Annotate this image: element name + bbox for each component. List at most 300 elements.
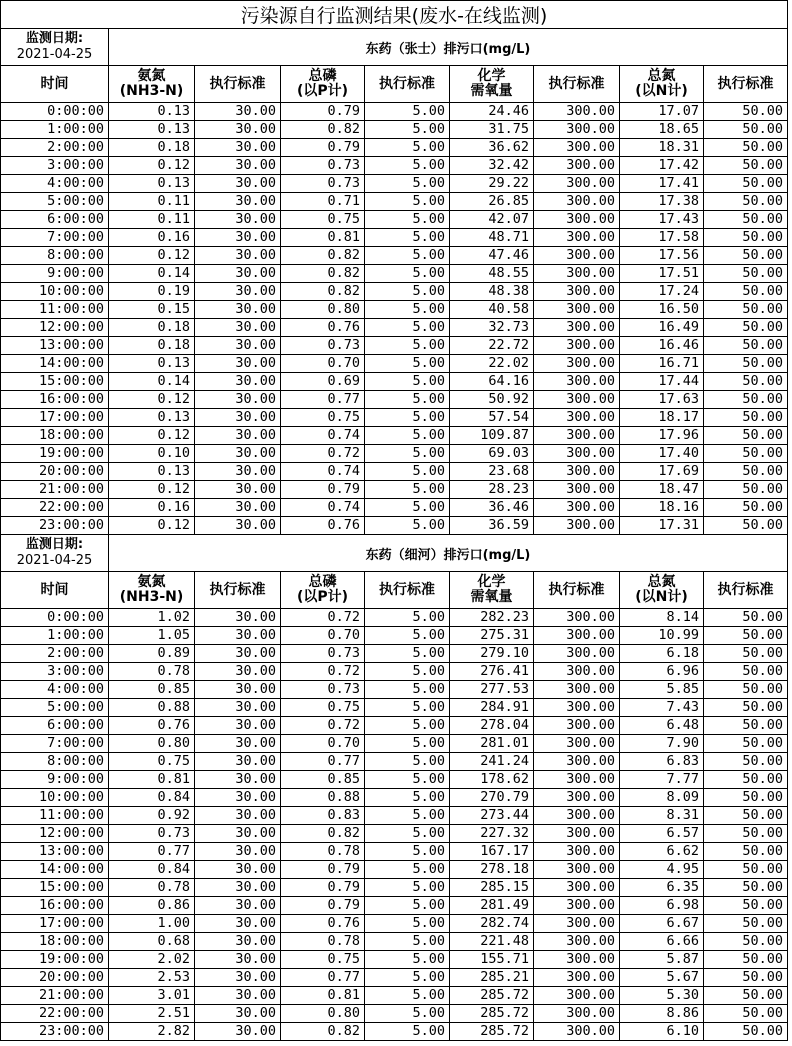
table-cell: 285.72 — [450, 1023, 534, 1041]
table-cell: 17.44 — [620, 373, 704, 391]
table-cell: 0.12 — [109, 427, 195, 445]
table-cell: 5.00 — [365, 175, 450, 193]
table-row — [1, 735, 788, 753]
table-cell: 5.00 — [365, 463, 450, 481]
table-cell: 21:00:00 — [1, 481, 109, 499]
column-header-line1: 执行标准 — [379, 581, 435, 598]
table-cell: 17.96 — [620, 427, 704, 445]
table-cell: 0.82 — [281, 283, 365, 301]
table-cell: 300.00 — [534, 211, 620, 229]
table-cell: 2.82 — [109, 1023, 195, 1041]
column-header — [704, 66, 788, 103]
table-cell: 0.73 — [281, 337, 365, 355]
table-cell: 0.80 — [281, 1005, 365, 1023]
table-cell: 178.62 — [450, 771, 534, 789]
column-header-line2: (NH3-N) — [119, 589, 184, 605]
table-cell: 50.00 — [704, 987, 788, 1005]
table-cell: 36.46 — [450, 499, 534, 517]
table-cell: 48.38 — [450, 283, 534, 301]
table-cell: 5.00 — [365, 861, 450, 879]
table-cell: 0.76 — [281, 517, 365, 535]
table-cell: 18:00:00 — [1, 933, 109, 951]
table-cell: 300.00 — [534, 807, 620, 825]
table-cell: 0.74 — [281, 427, 365, 445]
table-cell: 5.00 — [365, 681, 450, 699]
table-cell: 30.00 — [195, 319, 281, 337]
table-cell: 64.16 — [450, 373, 534, 391]
table-cell: 50.00 — [704, 157, 788, 175]
table-cell: 7:00:00 — [1, 735, 109, 753]
table-cell: 0.12 — [109, 391, 195, 409]
table-cell: 300.00 — [534, 735, 620, 753]
table-cell: 0.79 — [281, 139, 365, 157]
table-cell: 5.00 — [365, 663, 450, 681]
table-row — [1, 157, 788, 175]
table-cell: 0.73 — [281, 645, 365, 663]
date-value: 2021-04-25 — [16, 47, 93, 62]
table-cell: 0.76 — [109, 717, 195, 735]
monitoring-date-cell — [1, 535, 109, 572]
table-cell: 6.48 — [620, 717, 704, 735]
table-cell: 14:00:00 — [1, 861, 109, 879]
table-row — [1, 175, 788, 193]
table-cell: 5.00 — [365, 969, 450, 987]
column-header — [281, 572, 365, 609]
table-row — [1, 283, 788, 301]
column-header-line1: 氨氮 — [137, 574, 166, 590]
table-cell: 30.00 — [195, 987, 281, 1005]
table-cell: 8.86 — [620, 1005, 704, 1023]
table-cell: 1.05 — [109, 627, 195, 645]
table-cell: 300.00 — [534, 445, 620, 463]
table-cell: 50.00 — [704, 807, 788, 825]
table-row — [1, 969, 788, 987]
table-cell: 30.00 — [195, 121, 281, 139]
column-header — [534, 66, 620, 103]
column-header-line1: 总氮 — [647, 574, 676, 590]
table-row — [1, 933, 788, 951]
table-cell: 6.10 — [620, 1023, 704, 1041]
table-cell: 16:00:00 — [1, 897, 109, 915]
table-row — [1, 193, 788, 211]
table-cell: 300.00 — [534, 825, 620, 843]
table-cell: 50.00 — [704, 301, 788, 319]
table-cell: 1.00 — [109, 915, 195, 933]
table-cell: 0.75 — [281, 409, 365, 427]
column-header-line1: 执行标准 — [717, 75, 774, 92]
table-cell: 0.79 — [281, 861, 365, 879]
table-cell: 12:00:00 — [1, 825, 109, 843]
table-cell: 5.00 — [365, 987, 450, 1005]
table-cell: 50.00 — [704, 789, 788, 807]
table-cell: 5.00 — [365, 1023, 450, 1041]
table-cell: 20:00:00 — [1, 969, 109, 987]
table-cell: 8.14 — [620, 609, 704, 627]
table-cell: 0.81 — [109, 771, 195, 789]
table-cell: 300.00 — [534, 699, 620, 717]
table-cell: 30.00 — [195, 627, 281, 645]
table-cell: 0.12 — [109, 517, 195, 535]
table-cell: 0.86 — [109, 897, 195, 915]
table-cell: 50.00 — [704, 229, 788, 247]
table-cell: 50.00 — [704, 337, 788, 355]
table-cell: 167.17 — [450, 843, 534, 861]
table-cell: 50.00 — [704, 391, 788, 409]
table-cell: 30.00 — [195, 463, 281, 481]
table-cell: 300.00 — [534, 373, 620, 391]
table-cell: 17.56 — [620, 247, 704, 265]
table-cell: 30.00 — [195, 337, 281, 355]
table-cell: 5.00 — [365, 193, 450, 211]
column-header — [1, 572, 109, 609]
table-cell: 6.66 — [620, 933, 704, 951]
table-cell: 10.99 — [620, 627, 704, 645]
table-cell: 50.00 — [704, 681, 788, 699]
table-cell: 30.00 — [195, 175, 281, 193]
table-cell: 0:00:00 — [1, 609, 109, 627]
table-cell: 50.00 — [704, 969, 788, 987]
table-cell: 50.00 — [704, 645, 788, 663]
table-cell: 50.00 — [704, 717, 788, 735]
table-cell: 5.00 — [365, 103, 450, 121]
table-cell: 155.71 — [450, 951, 534, 969]
table-row — [1, 645, 788, 663]
table-cell: 30.00 — [195, 699, 281, 717]
table-cell: 9:00:00 — [1, 265, 109, 283]
table-cell: 30.00 — [195, 409, 281, 427]
table-cell: 17.51 — [620, 265, 704, 283]
table-cell: 0.70 — [281, 627, 365, 645]
table-cell: 18.65 — [620, 121, 704, 139]
table-cell: 2:00:00 — [1, 645, 109, 663]
table-cell: 5.00 — [365, 807, 450, 825]
column-header — [534, 572, 620, 609]
table-cell: 30.00 — [195, 211, 281, 229]
table-cell: 300.00 — [534, 409, 620, 427]
table-cell: 16.71 — [620, 355, 704, 373]
table-cell: 0.78 — [109, 879, 195, 897]
table-cell: 8.09 — [620, 789, 704, 807]
table-cell: 6.96 — [620, 663, 704, 681]
table-cell: 0.84 — [109, 789, 195, 807]
table-cell: 6.67 — [620, 915, 704, 933]
table-cell: 0.70 — [281, 355, 365, 373]
table-cell: 300.00 — [534, 229, 620, 247]
column-header — [1, 66, 109, 103]
table-cell: 0.12 — [109, 247, 195, 265]
table-row — [1, 609, 788, 627]
table-cell: 50.00 — [704, 951, 788, 969]
table-row — [1, 951, 788, 969]
table-cell: 19:00:00 — [1, 951, 109, 969]
table-row — [1, 771, 788, 789]
table-cell: 17.41 — [620, 175, 704, 193]
table-cell: 30.00 — [195, 771, 281, 789]
table-cell: 8.31 — [620, 807, 704, 825]
table-cell: 5.00 — [365, 609, 450, 627]
column-header-line1: 执行标准 — [379, 75, 435, 92]
table-cell: 57.54 — [450, 409, 534, 427]
table-cell: 0.89 — [109, 645, 195, 663]
table-cell: 30.00 — [195, 951, 281, 969]
column-header-line2: 需氧量 — [470, 589, 513, 605]
column-header — [365, 66, 450, 103]
column-header-line1: 化学 — [477, 68, 506, 84]
table-cell: 47.46 — [450, 247, 534, 265]
table-cell: 50.00 — [704, 1005, 788, 1023]
table-cell: 6.98 — [620, 897, 704, 915]
table-cell: 30.00 — [195, 229, 281, 247]
table-cell: 0.13 — [109, 409, 195, 427]
table-cell: 50.00 — [704, 211, 788, 229]
table-cell: 13:00:00 — [1, 843, 109, 861]
table-cell: 30.00 — [195, 157, 281, 175]
table-cell: 30.00 — [195, 139, 281, 157]
table-cell: 5.00 — [365, 627, 450, 645]
table-cell: 0.79 — [281, 481, 365, 499]
table-cell: 285.21 — [450, 969, 534, 987]
table-cell: 1.02 — [109, 609, 195, 627]
table-cell: 50.00 — [704, 283, 788, 301]
table-cell: 0.18 — [109, 319, 195, 337]
column-header-line1: 执行标准 — [717, 581, 774, 598]
table-cell: 0.79 — [281, 897, 365, 915]
table-cell: 282.23 — [450, 609, 534, 627]
table-row — [1, 915, 788, 933]
table-cell: 30.00 — [195, 807, 281, 825]
table-row — [1, 211, 788, 229]
table-row — [1, 229, 788, 247]
table-row — [1, 265, 788, 283]
table-cell: 276.41 — [450, 663, 534, 681]
table-cell: 270.79 — [450, 789, 534, 807]
table-cell: 300.00 — [534, 139, 620, 157]
table-cell: 18.47 — [620, 481, 704, 499]
table-cell: 300.00 — [534, 157, 620, 175]
column-header-line1: 总磷 — [308, 574, 337, 590]
table-cell: 0.78 — [109, 663, 195, 681]
table-cell: 0.74 — [281, 499, 365, 517]
table-cell: 0.84 — [109, 861, 195, 879]
table-cell: 0.16 — [109, 499, 195, 517]
table-cell: 30.00 — [195, 717, 281, 735]
table-cell: 30.00 — [195, 301, 281, 319]
column-header-line2: (NH3-N) — [119, 83, 184, 99]
column-header — [450, 66, 534, 103]
station-name: 东药（细河）排污口(mg/L) — [109, 535, 788, 572]
table-row — [1, 481, 788, 499]
column-header — [365, 572, 450, 609]
table-cell: 5.00 — [365, 933, 450, 951]
table-cell: 300.00 — [534, 103, 620, 121]
table-cell: 69.03 — [450, 445, 534, 463]
table-cell: 5.67 — [620, 969, 704, 987]
table-cell: 300.00 — [534, 337, 620, 355]
table-row — [1, 517, 788, 535]
table-cell: 50.00 — [704, 663, 788, 681]
table-cell: 17.24 — [620, 283, 704, 301]
section-header-row — [1, 29, 788, 66]
table-cell: 30.00 — [195, 445, 281, 463]
table-cell: 0.77 — [281, 753, 365, 771]
column-header-line1: 氨氮 — [137, 68, 166, 84]
table-cell: 18.16 — [620, 499, 704, 517]
table-cell: 50.00 — [704, 319, 788, 337]
table-cell: 30.00 — [195, 879, 281, 897]
table-cell: 1:00:00 — [1, 121, 109, 139]
table-cell: 0.70 — [281, 735, 365, 753]
table-cell: 0.13 — [109, 103, 195, 121]
table-cell: 285.15 — [450, 879, 534, 897]
table-cell: 5.00 — [365, 517, 450, 535]
table-cell: 5.00 — [365, 283, 450, 301]
table-cell: 50.00 — [704, 193, 788, 211]
table-cell: 11:00:00 — [1, 301, 109, 319]
table-cell: 227.32 — [450, 825, 534, 843]
table-cell: 0.11 — [109, 193, 195, 211]
table-cell: 5.00 — [365, 121, 450, 139]
table-cell: 31.75 — [450, 121, 534, 139]
table-cell: 275.31 — [450, 627, 534, 645]
table-cell: 50.00 — [704, 753, 788, 771]
table-row — [1, 717, 788, 735]
table-cell: 30.00 — [195, 861, 281, 879]
table-cell: 22.72 — [450, 337, 534, 355]
table-cell: 30.00 — [195, 193, 281, 211]
table-cell: 30.00 — [195, 825, 281, 843]
table-cell: 5.00 — [365, 211, 450, 229]
table-cell: 5.00 — [365, 373, 450, 391]
table-cell: 0.68 — [109, 933, 195, 951]
table-cell: 0.16 — [109, 229, 195, 247]
table-cell: 2.02 — [109, 951, 195, 969]
table-row — [1, 319, 788, 337]
table-cell: 300.00 — [534, 681, 620, 699]
table-cell: 0.73 — [281, 157, 365, 175]
table-cell: 5.00 — [365, 951, 450, 969]
table-cell: 50.00 — [704, 139, 788, 157]
table-cell: 300.00 — [534, 121, 620, 139]
table-cell: 5.00 — [365, 409, 450, 427]
table-cell: 8:00:00 — [1, 753, 109, 771]
table-cell: 30.00 — [195, 265, 281, 283]
table-cell: 0.77 — [109, 843, 195, 861]
table-cell: 6.35 — [620, 879, 704, 897]
table-cell: 32.73 — [450, 319, 534, 337]
table-cell: 5:00:00 — [1, 699, 109, 717]
column-header-line1: 执行标准 — [209, 581, 266, 598]
table-cell: 30.00 — [195, 933, 281, 951]
table-cell: 5.00 — [365, 139, 450, 157]
column-header-line1: 时间 — [40, 75, 69, 92]
table-cell: 6.18 — [620, 645, 704, 663]
column-header-line1: 化学 — [477, 574, 506, 590]
table-cell: 9:00:00 — [1, 771, 109, 789]
table-cell: 5.00 — [365, 645, 450, 663]
date-label: 监测日期: — [25, 537, 84, 552]
table-cell: 30.00 — [195, 355, 281, 373]
table-cell: 28.23 — [450, 481, 534, 499]
table-cell: 5.30 — [620, 987, 704, 1005]
table-cell: 300.00 — [534, 879, 620, 897]
table-cell: 300.00 — [534, 247, 620, 265]
table-cell: 6.83 — [620, 753, 704, 771]
table-cell: 2.53 — [109, 969, 195, 987]
table-cell: 21:00:00 — [1, 987, 109, 1005]
table-cell: 17.31 — [620, 517, 704, 535]
table-cell: 16.50 — [620, 301, 704, 319]
table-cell: 30.00 — [195, 789, 281, 807]
table-row — [1, 807, 788, 825]
table-cell: 23:00:00 — [1, 1023, 109, 1041]
table-row — [1, 753, 788, 771]
table-cell: 0.71 — [281, 193, 365, 211]
table-cell: 30.00 — [195, 915, 281, 933]
table-cell: 18:00:00 — [1, 427, 109, 445]
table-row — [1, 879, 788, 897]
table-cell: 16:00:00 — [1, 391, 109, 409]
table-cell: 300.00 — [534, 951, 620, 969]
table-cell: 30.00 — [195, 897, 281, 915]
table-cell: 16.49 — [620, 319, 704, 337]
column-header — [109, 572, 195, 609]
report-title: 污染源自行监测结果(废水-在线监测) — [1, 1, 788, 29]
table-cell: 300.00 — [534, 897, 620, 915]
table-cell: 5.00 — [365, 337, 450, 355]
table-cell: 50.00 — [704, 247, 788, 265]
table-cell: 0.69 — [281, 373, 365, 391]
table-cell: 0.18 — [109, 139, 195, 157]
date-value: 2021-04-25 — [16, 553, 93, 568]
table-row — [1, 355, 788, 373]
table-cell: 1:00:00 — [1, 627, 109, 645]
table-cell: 30.00 — [195, 391, 281, 409]
table-cell: 2.51 — [109, 1005, 195, 1023]
table-cell: 5.00 — [365, 355, 450, 373]
column-header-line1: 总氮 — [647, 68, 676, 84]
table-cell: 4:00:00 — [1, 175, 109, 193]
table-cell: 300.00 — [534, 771, 620, 789]
table-cell: 0.14 — [109, 265, 195, 283]
table-cell: 5.00 — [365, 717, 450, 735]
table-cell: 48.55 — [450, 265, 534, 283]
table-cell: 279.10 — [450, 645, 534, 663]
table-cell: 0.10 — [109, 445, 195, 463]
table-cell: 2:00:00 — [1, 139, 109, 157]
table-cell: 281.49 — [450, 897, 534, 915]
table-cell: 50.00 — [704, 427, 788, 445]
table-cell: 0.82 — [281, 247, 365, 265]
table-cell: 50.00 — [704, 265, 788, 283]
table-cell: 300.00 — [534, 933, 620, 951]
table-cell: 30.00 — [195, 1023, 281, 1041]
table-cell: 281.01 — [450, 735, 534, 753]
column-header — [281, 66, 365, 103]
table-cell: 17.38 — [620, 193, 704, 211]
table-cell: 5.00 — [365, 789, 450, 807]
column-header — [195, 572, 281, 609]
table-cell: 0.74 — [281, 463, 365, 481]
table-cell: 50.00 — [704, 463, 788, 481]
table-row — [1, 409, 788, 427]
table-row — [1, 337, 788, 355]
table-cell: 30.00 — [195, 517, 281, 535]
station-name: 东药（张士）排污口(mg/L) — [109, 29, 788, 66]
table-cell: 30.00 — [195, 969, 281, 987]
table-cell: 0.75 — [281, 211, 365, 229]
table-cell: 300.00 — [534, 861, 620, 879]
table-cell: 5.00 — [365, 735, 450, 753]
